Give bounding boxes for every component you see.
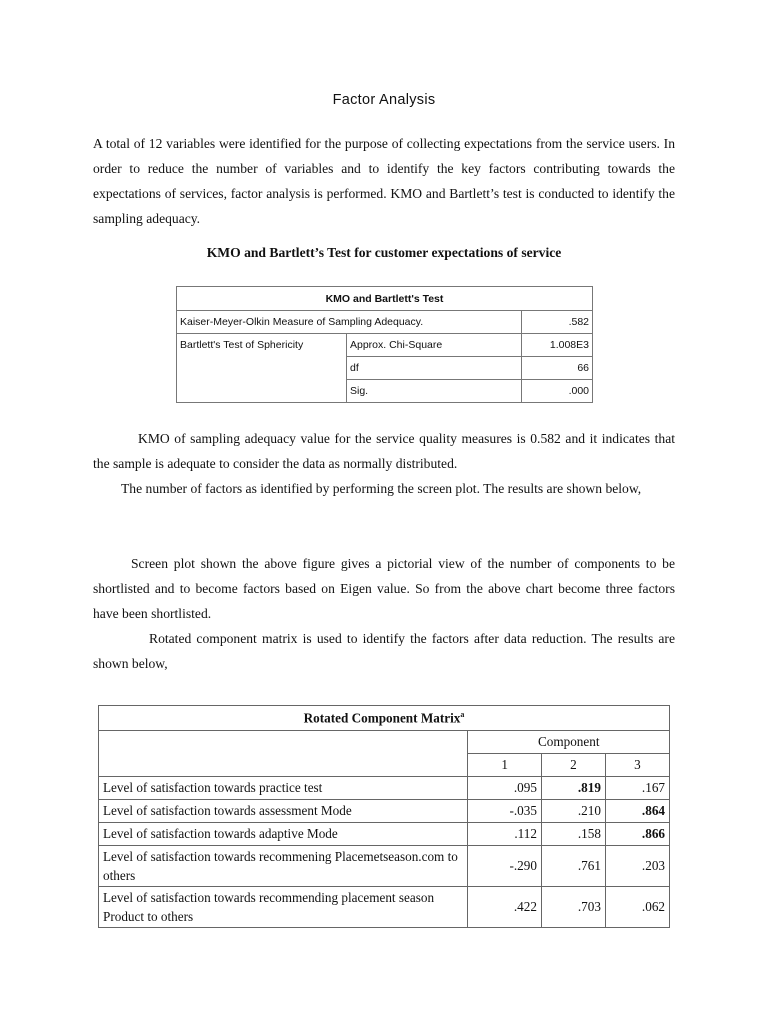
kmo-measure-label: Kaiser-Meyer-Olkin Measure of Sampling Adequacy. [177,311,522,334]
factors-paragraph: The number of factors as identified by performing the screen plot. The results are shown below, [121,481,642,496]
cell: -.035 [468,800,541,823]
cell: .422 [468,887,541,928]
cell: .095 [468,777,541,800]
cell: .112 [468,823,541,846]
row-label: Level of satisfaction towards practice test [99,777,468,800]
kmo-bartlett-table [176,286,593,403]
bartlett-spacer [177,380,347,403]
row-label: Level of satisfaction towards adaptive Mode [99,823,468,846]
table-row [99,846,670,887]
row-label: Level of satisfaction towards assessment Mode [99,800,468,823]
cell: .158 [541,823,605,846]
rcm-component-label: Component [468,731,670,754]
cell: .864 [605,800,669,823]
intro-paragraph: A total of 12 variables were identified for the purpose of collecting expectations from the service users. In order to reduce the number of variables and to identify the key factors contributing towards the expectations of services, factor analysis is performed. KMO and Bartlett’s test is conducted to identify the sampling adequacy. [93,136,675,226]
cell: .866 [605,823,669,846]
chi-square-value: 1.008E3 [522,334,593,357]
cell: .703 [541,887,605,928]
table-row [99,800,670,823]
kmo-table-header: KMO and Bartlett's Test [177,287,593,311]
kmo-caption: KMO and Bartlett’s Test for customer expectations of service [206,245,562,260]
cell: .819 [541,777,605,800]
rotated-component-matrix [98,705,670,928]
rcm-col-3: 3 [605,754,669,777]
rotated-paragraph: Rotated component matrix is used to identify the factors after data reduction. The results are shown below, [93,631,675,671]
row-label: Level of satisfaction towards recommening Placemetseason.com to others [99,846,468,887]
cell: .167 [605,777,669,800]
rcm-title: Rotated Component Matrix [303,710,461,726]
table-row [99,777,670,800]
row-label: Level of satisfaction towards recommending placement season Product to others [99,887,468,928]
sig-value: .000 [522,380,593,403]
rcm-col-1: 1 [468,754,541,777]
page-title: Factor Analysis [332,92,436,108]
chi-square-label: Approx. Chi-Square [347,334,522,357]
df-value: 66 [522,357,593,380]
cell: .062 [605,887,669,928]
rcm-blank-header [99,731,468,777]
table-row [99,887,670,928]
sig-label: Sig. [347,380,522,403]
df-label: df [347,357,522,380]
rcm-title-cell [99,706,670,731]
kmo-result-paragraph: KMO of sampling adequacy value for the service quality measures is 0.582 and it indicates that the sample is adequate to consider the data as normally distributed. [93,431,675,471]
rcm-title-footnote: a [460,709,465,719]
table-row [99,823,670,846]
rcm-col-2: 2 [541,754,605,777]
kmo-measure-value: .582 [522,311,593,334]
cell: .761 [541,846,605,887]
cell: -.290 [468,846,541,887]
bartlett-spacer [177,357,347,380]
bartlett-label: Bartlett's Test of Sphericity [177,334,347,357]
cell: .203 [605,846,669,887]
cell: .210 [541,800,605,823]
scree-paragraph: Screen plot shown the above figure gives a pictorial view of the number of components to be shortlisted and to become factors based on Eigen value. So from the above chart become three factors have been shortlisted. [93,556,675,621]
